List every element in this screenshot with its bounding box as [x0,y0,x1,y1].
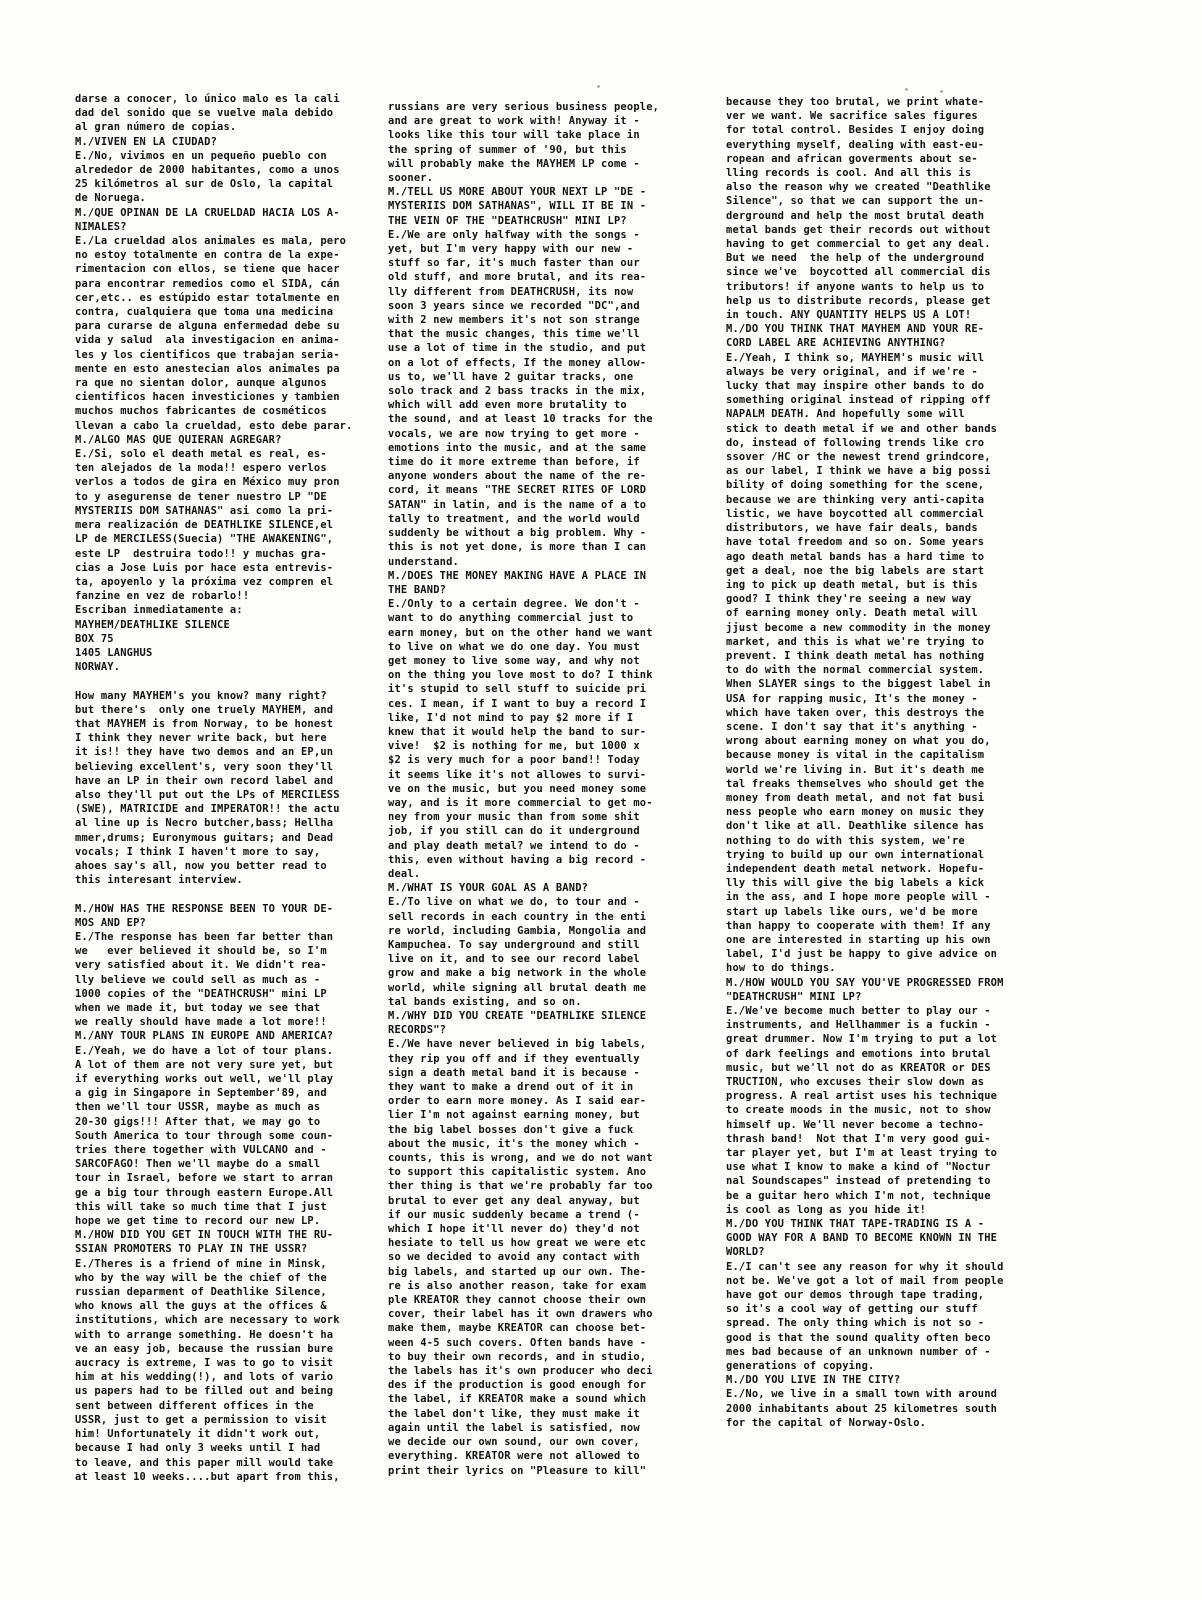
text-column-left: darse a conocer, lo único malo es la cali dad del sonido que se vuelve mala debido al gran número de copias. M./VIVEN EN LA CIUDAD? E./No, vivimos en un pequeño pueblo con alrededor de 2000 habitantes, como a unos 25 kilómetros al sur de Oslo, la capital de Noruega. M./QUE OPINAN DE LA CRUELDAD HACIA LOS A- NIMALES? E./La crueldad alos animales es mala, pero no estoy totalmente en contra de la expe- rimentacion con ellos, se tiene que hacer para encontrar remedios como el SIDA, cán cer,etc.. es estúpido estar totalmente en contra, cualquiera que toma una medicina para curarse de alguna enfermedad debe su vida y salud ala investigacion en anima- les y los cientificos que trabajan seria- mente en esto anestecian alos animales pa ra que no sientan dolor, aunque algunos cientificos hacen investiciones y tambien muchos muchos fabricantes de cosméticos llevan a cabo la crueldad, esto debe parar. M./ALGO MAS QUE QUIERAN AGREGAR? E./Si, solo el death metal es real, es- ten alejados de la moda!! espero verlos verlos a todos de gira en México muy pron to y asegurense de tener nuestro LP "DE MYSTERIIS DOM SATHANAS" asi como la pri- mera realización de DEATHLIKE SILENCE,el LP de MERCILESS(Suecia) "THE AWAKENING", este LP destruira todo!! y muchas gra- cias a Jose Luis por hace esta entrevis- ta, apoyenlo y la próxima vez compren el fanzine en vez de robarlo!! Escriban inmediatamente a: MAYHEM/DEATHLIKE SILENCE BOX 75 1405 LANGHUS NORWAY. How many MAYHEM's you know? many right? but there's only one truely MAYHEM, and that MAYHEM is from Norway, to be honest I think they never write back, but here it is!! they have two demos and an EP,un believing excellent's, very soon they'll have an LP in their own record label and also they'll put out the LPs of MERCILESS (SWE), MATRICIDE and IMPERATOR!! the actu al line up is Necro butcher,bass; Hellha mmer,drums; Euronymous guitars; and Dead vocals; I think I haven't more to say, ahoes say's all, now you better read to this interesant interview. M./HOW HAS THE RESPONSE BEEN TO YOUR DE- MOS AND EP? E./The response has been far better than we ever believed it should be, so I'm very satisfied about it. We didn't rea- lly believe we could sell as much as - 1000 copies of the "DEATHCRUSH" mini LP when we made it, but today we see that we really should have made a lot more!! M./ANY TOUR PLANS IN EUROPE AND AMERICA? E./Yeah, we do have a lot of tour plans. A lot of them are not very sure yet, but if everything works out well, we'll play a gig in Singapore in September'89, and then we'll tour USSR, maybe as much as 20-30 gigs!!! After that, we may go to South America to tour through some coun- tries there together with VULCANO and - SARCOFAGO! Then we'll maybe do a small tour in Israel, before we start to arran ge a big tour through eastern Europe.All this will take so much time that I just hope we get time to record our new LP. M./HOW DID YOU GET IN TOUCH WITH THE RU- SSIAN PROMOTERS TO PLAY IN THE USSR? E./Theres is a friend of mine in Minsk, who by the way will be the chief of the russian deparment of Deathlike Silence, who knows all the guys at the offices & institutions, which are necessary to work with to arrange something. He doesn't ha ve an easy job, because the russian bure aucracy is extreme, I was to go to visit him at his wedding(!), and lots of vario us papers had to be filled out and being sent between different offices in the USSR, just to get a permission to visit him! Unfortunately it didn't work out, because I had only 3 weeks until I had to leave, and this paper mill would take at least 10 weeks....but apart from this, [75,93,353,1483]
text-column-right: because they too brutal, we print whate- ver we want. We sacrifice sales figures for total control. Besides I enjoy doing everything myself, dealing with east-eu- ropean and african goverments about se- lling records is cool. And all this is also the reason why we created "Deathlike Silence", so that we can support the un- derground and help the most brutal death metal bands get their records out without having to get commercial to get any deal. But we need the help of the underground since we've boycotted all commercial dis tributors! if anyone wants to help us to help us to distribute records, please get in touch. ANY QUANTITY HELPS US A LOT! M./DO YOU THINK THAT MAYHEM AND YOUR RE- CORD LABEL ARE ACHIEVING ANYTHING? E./Yeah, I think so, MAYHEM's music will always be very original, and if we're - lucky that may inspire other bands to do something original instead of ripping off NAPALM DEATH. And hopefully some will stick to death metal if we and other bands do, instead of following trends like cro ssover /HC or the newest trend grindcore, as our label, I think we have a big possi bility of doing something for the scene, because we are thinking very anti-capita listic, we have boycotted all commercial distributors, we have fair deals, bands have total freedom and so on. Some years ago death metal bands has a hard time to get a deal, noe the big labels are start ing to pick up death metal, but is this good? I think they're seeing a new way of earning money only. Death metal will jjust become a new commodity in the money market, and this is what we're trying to prevent. I think death metal has nothing to do with the normal commercial system. When SLAYER sings to the biggest label in USA for rapping music, It's the money - which have taken over, this destroys the scene. I don't say that it's anything - wrong about earning money on what you do, because money is vital in the capitalism world we're living in. But it's death me tal freaks themselves who should get the money from death metal, and not fat busi ness people who earn money on music they don't like at all. Deathlike silence has nothing to do with this system, we're trying to build up our own international independent death metal network. Hopefu- lly this will give the big labels a kick in the ass, and I hope more people will - start up labels like ours, we'd be more than happy to cooperate with them! If any one are interested in starting up his own label, I'd just be happy to give advice on how to do things. M./HOW WOULD YOU SAY YOU'VE PROGRESSED FROM "DEATHCRUSH" MINI LP? E./We've become much better to play our - instruments, and Hellhammer is a fuckin - great drummer. Now I'm trying to put a lot of dark feelings and emotions into brutal music, but we'll not do as KREATOR or DES TRUCTION, who excuses their slow down as progress. A real artist uses his technique to create moods in the music, not to show himself up. We'll never become a techno- thrash band! Not that I'm very good gui- tar player yet, but I'm at least trying to use what I know to make a kind of "Noctur nal Soundscapes" instead of pretending to be a guitar hero which I'm not, technique is cool as long as you hide it! M./DO YOU THINK THAT TAPE-TRADING IS A - GOOD WAY FOR A BAND TO BECOME KNOWN IN THE WORLD? E./I can't see any reason for why it should not be. We've got a lot of mail from people have got our demos through tape trading, so it's a cool way of getting our stuff spread. The only thing which is not so - good is that the sound quality often beco mes bad because of an unknown number of - generations of copying. M./DO YOU LIVE IN THE CITY? E./No, we live in a small town with around 2000 inhabitants about 25 kilometres south for the capital of Norway-Oslo. [726,96,1004,1429]
print-speck [905,88,908,91]
print-speck [597,85,600,88]
print-speck [940,90,943,93]
text-column-middle: russians are very serious business people, and are great to work with! Anyway it - looks like this tour will take place in the spring of summer of '90, but this will probably make the MAYHEM LP come - sooner. M./TELL US MORE ABOUT YOUR NEXT LP "DE - MYSTERIIS DOM SATHANAS", WILL IT BE IN - THE VEIN OF THE "DEATHCRUSH" MINI LP? E./We are only halfway with the songs - yet, but I'm very happy with our new - stuff so far, it's much faster than our old stuff, and more brutal, and its rea- lly different from DEATHCRUSH, its now soon 3 years since we recorded "DC",and with 2 new members it's not son strange that the music changes, this time we'll use a lot of time in the studio, and put on a lot of effects, If the money allow- us to, we'll have 2 guitar tracks, one solo track and 2 bass tracks in the mix, which will add even more brutality to the sound, and at least 10 tracks for the vocals, we are now trying to get more - emotions into the music, and at the same time do it more extreme than before, if anyone wonders about the name of the re- cord, it means "THE SECRET RITES OF LORD SATAN" in latin, and is the name of a to tally to treatment, and the world would suddenly be without a big problem. Why - this is not yet done, is more than I can understand. M./DOES THE MONEY MAKING HAVE A PLACE IN THE BAND? E./Only to a certain degree. We don't - want to do anything commercial just to earn money, but on the other hand we want to live on what we do one day. You must get money to live some way, and why not on the thing you love most to do? I think it's stupid to sell stuff to suicide pri ces. I mean, if I want to buy a record I like, I'd not mind to pay $2 more if I knew that it would help the band to sur- vive! $2 is nothing for me, but 1000 x $2 is very much for a poor band!! Today it seems like it's not allowes to survi- ve on the music, but you need money some way, and is it more commercial to get mo- ney from your music than from some shit job, if you still can do it underground and play death metal? we intend to do - this, even without having a big record - deal. M./WHAT IS YOUR GOAL AS A BAND? E./To live on what we do, to tour and - sell records in each country in the enti re world, including Gambia, Mongolia and Kampuchea. To say underground and still live on it, and to see our record label grow and make a big network in the whole world, while signing all brutal death me tal bands existing, and so on. M./WHY DID YOU CREATE "DEATHLIKE SILENCE RECORDS"? E./We have never believed in big labels, they rip you off and if they eventually sign a death metal band it is because - they want to make a drend out of it in order to earn more money. As I said ear- lier I'm not against earning money, but the big label bosses don't give a fuck about the music, it's the money which - counts, this is wrong, and we do not want to support this capitalistic system. Ano ther thing is that we're probably far too brutal to ever get any deal anyway, but if our music suddenly became a trend (- which I hope it'll never do) they'd not hesiate to tell us how great we were etc so we decided to avoid any contact with big labels, and started up our own. The- re is also another reason, take for exam ple KREATOR they cannot choose their own cover, their label has it own drawers who make them, maybe KREATOR can choose bet- ween 4-5 such covers. Often bands have - to buy their own records, and in studio, the labels has it's own producer who deci des if the production is good enough for the label, if KREATOR make a sound which the label don't like, they must make it again until the label is satisfied, now we decide our own sound, our own cover, everything. KREATOR were not allowed to print their lyrics on "Pleasure to kill" [388,101,660,1477]
